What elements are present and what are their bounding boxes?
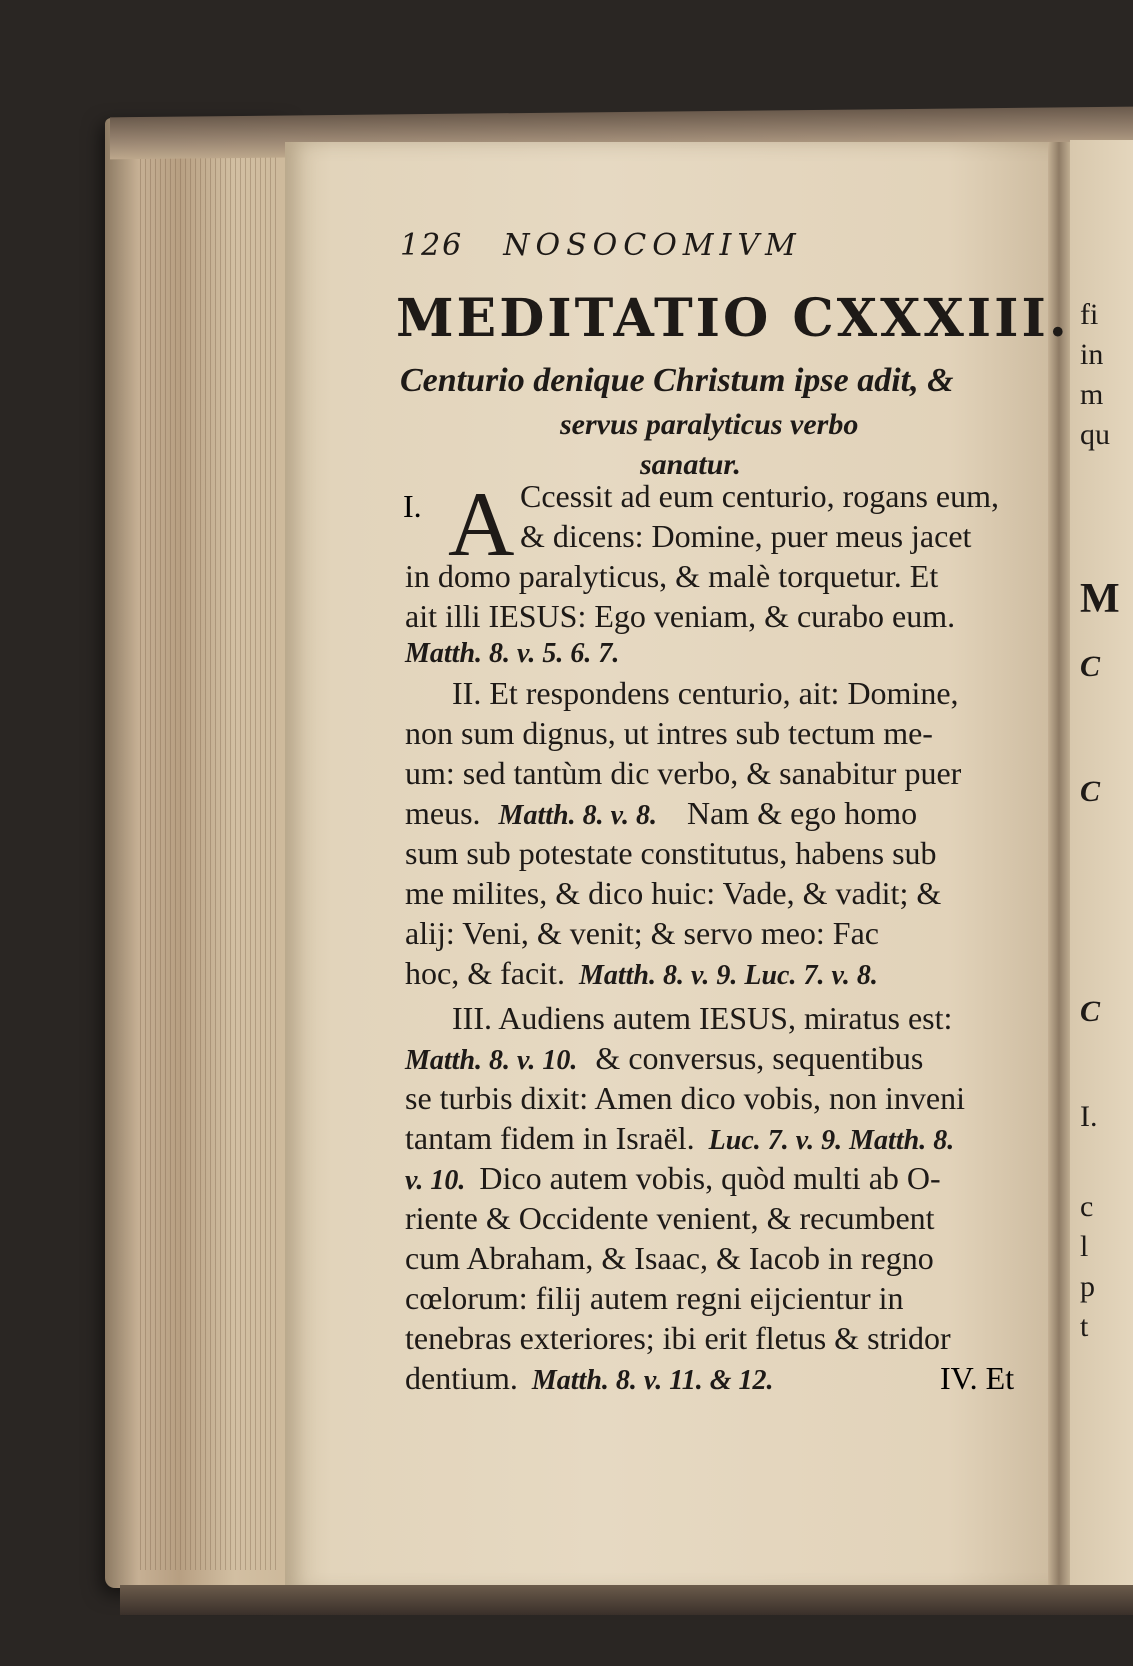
scripture-reference: Matth. 8. v. 9. Luc. 7. v. 8. [578, 960, 878, 991]
text-line [405, 795, 917, 832]
scripture-reference: Matth. 8. v. 10. [405, 1045, 578, 1076]
running-title: NOSOCOMIVM [503, 228, 802, 263]
text-line: cum Abraham, & Isaac, & Iacob in regno [405, 1240, 934, 1276]
text-line: in domo paralyticus, & malè torquetur. Et [405, 558, 939, 594]
text-fragment: meus. [405, 795, 481, 831]
text-fragment: tantam fidem in Israël. [405, 1120, 695, 1156]
text-fragment: & conversus, sequentibus [595, 1040, 924, 1076]
facing-page-fragment: M [1080, 576, 1120, 622]
facing-page-fragment: qu [1080, 418, 1110, 451]
text-line: ait illi IESUS: Ego veniam, & curabo eum. [405, 598, 956, 634]
facing-page-fragment: l [1080, 1230, 1089, 1263]
subtitle-line-2: servus paralyticus verbo [560, 408, 859, 441]
text-fragment: hoc, & facit. [405, 955, 565, 991]
text-line: um: sed tantùm dic verbo, & sanabitur puer [405, 755, 962, 791]
facing-page-fragment: p [1080, 1270, 1095, 1303]
scripture-reference: Luc. 7. v. 9. Matth. 8. [708, 1125, 955, 1156]
text-line [405, 1160, 941, 1197]
text-line: III. Audiens autem IESUS, miratus est: [452, 1000, 953, 1036]
text-line: Ccessit ad eum centurio, rogans eum, [520, 478, 999, 514]
facing-page-fragment: C [1080, 650, 1101, 683]
drop-capital: A [448, 473, 515, 575]
text-line [405, 955, 878, 992]
running-header [400, 228, 802, 263]
book-gutter [1048, 142, 1070, 1592]
facing-page-fragment: c [1080, 1190, 1094, 1223]
facing-page-fragment: C [1080, 775, 1101, 808]
text-line [405, 1360, 774, 1397]
subtitle-line-1: Centurio denique Christum ipse adit, & [400, 362, 954, 399]
catchword: IV. Et [940, 1360, 1015, 1396]
facing-page-fragment: in [1080, 338, 1104, 371]
page-number: 126 [400, 228, 464, 263]
facing-page-fragment: I. [1080, 1100, 1098, 1133]
facing-page-fragment: fi [1080, 298, 1099, 331]
text-line: me milites, & dico huic: Vade, & vadit; & [405, 875, 942, 911]
scripture-reference: Matth. 8. v. 8. [498, 800, 657, 831]
book-bottom-edge [120, 1585, 1133, 1615]
text-line: sum sub potestate constitutus, habens sub [405, 835, 937, 871]
scripture-reference: Matth. 8. v. 11. & 12. [531, 1365, 774, 1396]
page-stack-lines [140, 150, 280, 1570]
scripture-reference: Matth. 8. v. 5. 6. 7. [405, 638, 620, 669]
text-line: II. Et respondens centurio, ait: Domine, [452, 675, 959, 711]
text-line [405, 1120, 954, 1157]
text-line: alij: Veni, & venit; & servo meo: Fac [405, 915, 879, 951]
subtitle-line-3: sanatur. [640, 448, 741, 481]
text-line: non sum dignus, ut intres sub tectum me- [405, 715, 933, 751]
text-line: cœlorum: filij autem regni eijcientur in [405, 1280, 904, 1316]
text-fragment: Dico autem vobis, quòd multi ab O- [479, 1160, 941, 1196]
text-line: riente & Occidente venient, & recumbent [405, 1200, 935, 1236]
section-number-1: I. [403, 488, 422, 524]
facing-page-fragment: t [1080, 1310, 1089, 1343]
text-fragment: dentium. [405, 1360, 518, 1396]
text-line: & dicens: Domine, puer meus jacet [520, 518, 972, 554]
meditation-title: MEDITATIO CXXXIII. [396, 288, 1070, 349]
scripture-reference: v. 10. [405, 1165, 466, 1196]
text-line: tenebras exteriores; ibi erit fletus & stridor [405, 1320, 951, 1356]
text-line [405, 1040, 923, 1077]
facing-page-fragment: m [1080, 378, 1104, 411]
text-fragment: Nam & ego homo [686, 795, 918, 831]
facing-page-fragment: C [1080, 995, 1101, 1028]
text-line: se turbis dixit: Amen dico vobis, non inveni [405, 1080, 965, 1116]
